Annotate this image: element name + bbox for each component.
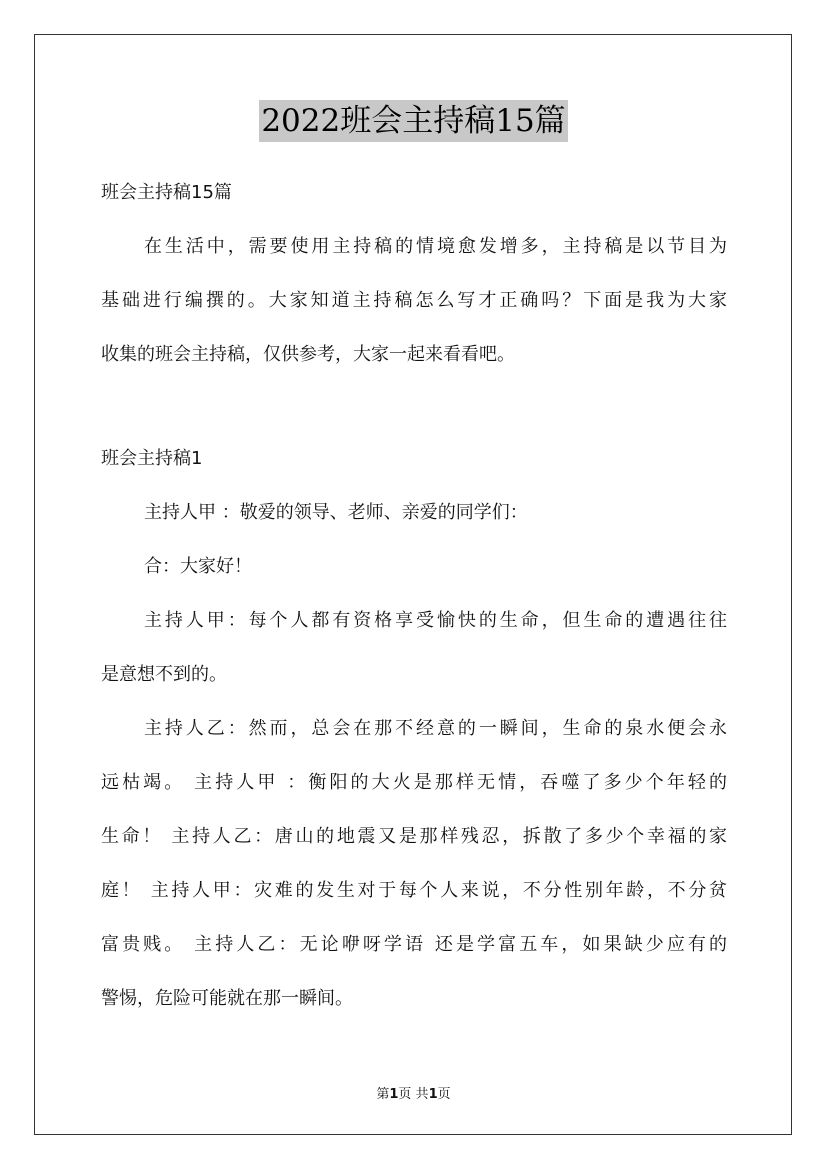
script-line: 主持人乙：然而，总会在那不经意的一瞬间，生命的泉水便会永: [144, 718, 727, 739]
script-line: 庭！ 主持人甲：灾难的发生对于每个人来说，不分性别年龄，不分贫: [101, 880, 727, 901]
document-subtitle: 班会主持稿15篇: [101, 182, 232, 203]
intro-line: 基础进行编撰的。大家知道主持稿怎么写才正确吗？下面是我为大家: [101, 290, 727, 311]
title-container: [0, 100, 827, 142]
section-heading: 班会主持稿1: [101, 448, 203, 469]
footer-page-number: 1: [389, 1087, 399, 1102]
footer-prefix: 第: [376, 1087, 390, 1102]
page-footer: [0, 1083, 827, 1102]
script-line: 生命！ 主持人乙：唐山的地震又是那样残忍，拆散了多少个幸福的家: [101, 826, 727, 847]
footer-mid: 页 共: [398, 1087, 429, 1102]
footer-page-total: 1: [428, 1087, 438, 1102]
script-line: 警惕，危险可能就在那一瞬间。: [101, 988, 353, 1009]
script-line: 合：大家好！: [144, 556, 252, 577]
footer-suffix: 页: [437, 1087, 451, 1102]
intro-line: 收集的班会主持稿，仅供参考，大家一起来看看吧。: [101, 344, 515, 365]
script-line: 富贵贱。 主持人乙：无论咿呀学语 还是学富五车，如果缺少应有的: [101, 934, 727, 955]
paragraph-gap: [101, 386, 727, 436]
script-line: 是意想不到的。: [101, 664, 227, 685]
script-line: 主持人甲：每个人都有资格享受愉快的生命，但生命的遭遇往往: [144, 610, 727, 631]
document-title: 2022班会主持稿15篇: [259, 100, 567, 142]
intro-line: 在生活中，需要使用主持稿的情境愈发增多，主持稿是以节目为: [144, 236, 727, 257]
document-body: [101, 170, 727, 1030]
script-line: 远枯竭。 主持人甲 ：衡阳的大火是那样无情，吞噬了多少个年轻的: [101, 772, 727, 793]
script-line: 主持人甲 ：敬爱的领导、老师、亲爱的同学们：: [144, 502, 528, 523]
